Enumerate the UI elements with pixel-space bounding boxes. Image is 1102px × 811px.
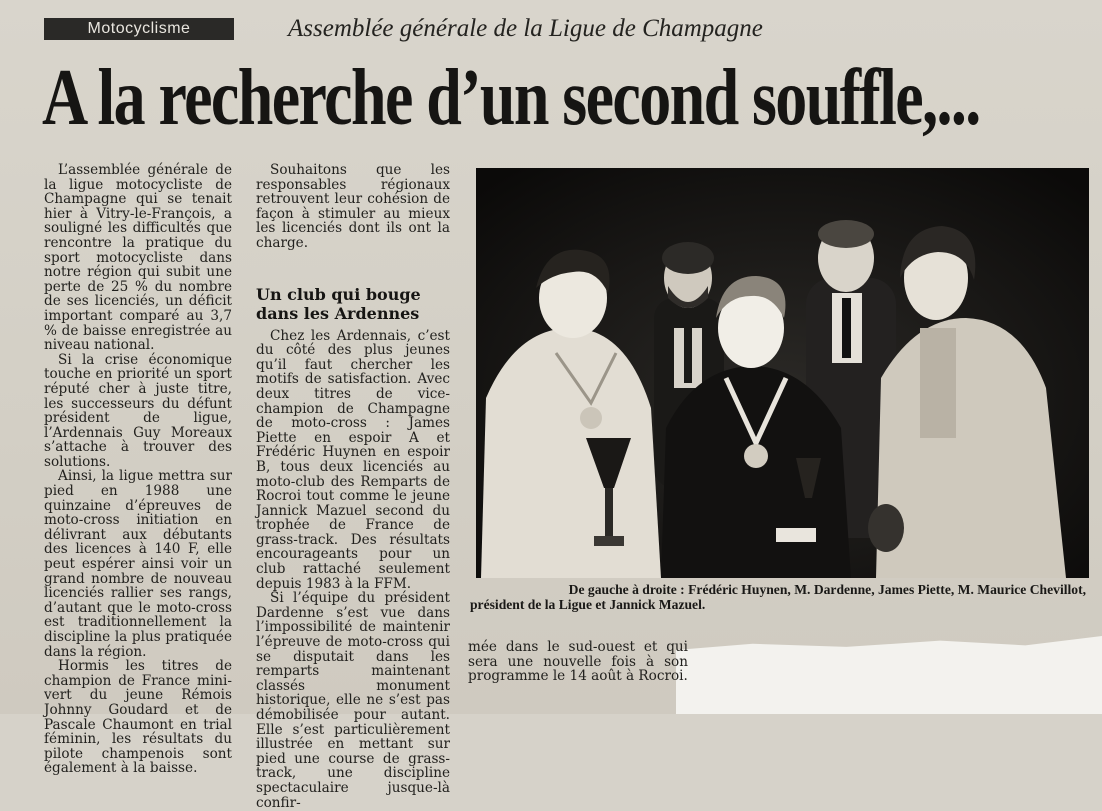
article-column-3 [468, 640, 688, 684]
paragraph: mée dans le sud-ouest et qui sera une nouvelle fois à son programme le 14 août à Rocroi. [468, 639, 688, 685]
article-column-2 [256, 163, 450, 810]
article-kicker: Assemblée générale de la Ligue de Champagne [288, 15, 763, 42]
group-photo [476, 168, 1089, 578]
photo-caption [470, 582, 1092, 612]
photo-illustration [476, 168, 1089, 578]
paragraph: Souhaitons que les responsables régionaux retrouvent leur cohésion de façon à stimuler au mieux les licenciés dont ils ont la charge. [256, 162, 450, 251]
paragraph: Chez les Ardennais, c’est du côté des plus jeunes qu’il faut chercher les motifs de satisfaction. Avec deux titres de vice-champion de Champagne de moto-cross : James Piette en espoir A et Frédéric Huynen en espoir B, tous deux licenciés au moto-club des Remparts de Rocroi tout comme le jeune Jannick Mazuel second du trophée de France de grass-track. Des résultats encourageants pour un club rattaché seulement depuis 1983 à la FFM. [256, 327, 450, 592]
paragraph: Hormis les titres de champion de France mini-vert du jeune Rémois Johnny Goudard et de Pascale Chaumont en trial féminin, les résultats du pilote champenois sont également à la baisse. [44, 658, 232, 777]
section-rubric: Motocyclisme [44, 18, 234, 40]
paragraph: Ainsi, la ligue mettra sur pied en 1988 une quinzaine d’épreuves de moto-cross initiation en délivrant aux débutants des licences à 140 F, elle peut espérer ainsi voir un grand nombre de nouveau licenciés rallier ses rangs, d’autant que le moto-cross est traditionnellement la discipline la plus pratiquée dans la région. [44, 468, 232, 660]
paragraph: Si l’équipe du président Dardenne s’est vue dans l’impossibilité de maintenir l’épreuve de moto-cross qui se disputait dans les remparts maintenant classés monument historique, elle ne s’est pas démobilisée pour autant. Elle s’est particulièrement illustrée en mettant sur pied une course de grass-track, une discipline spectaculaire jusque-là confir- [256, 590, 450, 811]
caption-line-2: président de la Ligue et Jannick Mazuel. [470, 597, 706, 612]
torn-paper-edge [676, 636, 1102, 714]
article-column-1 [44, 163, 232, 776]
paragraph: Si la crise économique touche en priorité un sport réputé cher à juste titre, les successeurs du défunt président de ligue, l’Ardennais Guy Moreaux s’attache à trouver des solutions. [44, 351, 232, 470]
caption-line-1: De gauche à droite : Frédéric Huynen, M. Dardenne, James Piette, M. Maurice Chevillot, [568, 582, 1086, 597]
paragraph: L’assemblée générale de la ligue motocycliste de Champagne qui se tenait hier à Vitry-le-François, a souligné les difficultés que rencontre la pratique du sport motocycliste dans notre région qui subit une perte de 25 % du nombre de ses licenciés, un déficit important comparé au 3,7 % de baisse enregistrée au niveau national. [44, 162, 232, 354]
article-subhead: Un club qui bouge dans les Ardennes [256, 284, 421, 323]
article-headline: A la recherche d’un second souffle,... [42, 54, 980, 142]
